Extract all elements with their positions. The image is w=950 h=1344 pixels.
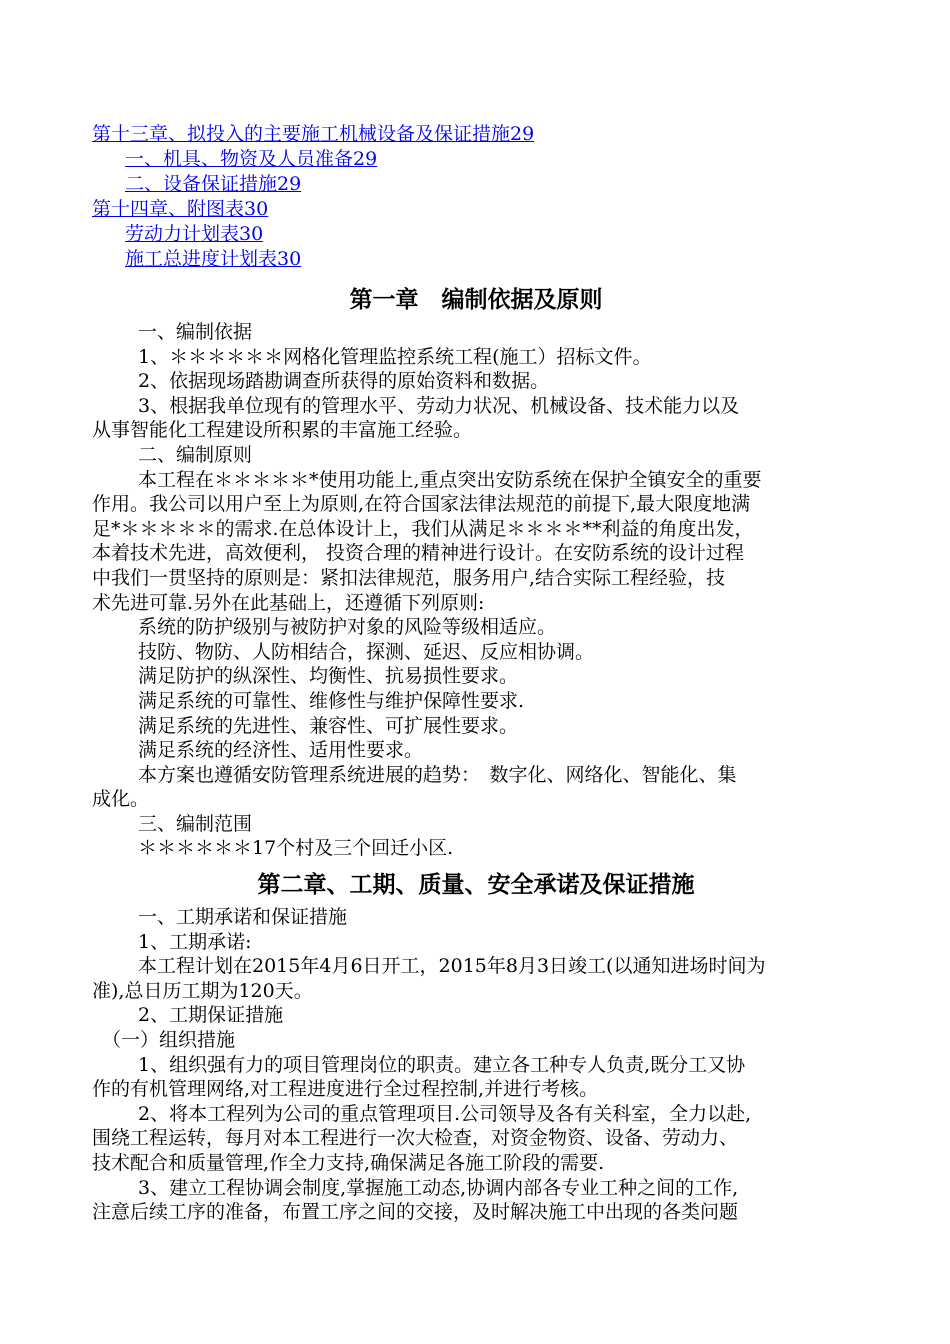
toc-link-chapter-14[interactable]: 第十四章、附图表30 bbox=[92, 198, 269, 220]
principle-item: 满足防护的纵深性、均衡性、抗易损性要求。 bbox=[138, 665, 519, 688]
paragraph-line: 围绕工程运转，每月对本工程进行一次大检查，对资金物资、设备、劳动力、 bbox=[92, 1127, 739, 1150]
chapter-1-title: 第一章 编制依据及原则 bbox=[349, 286, 603, 313]
paragraph-line: 作的有机管理网络,对工程进度进行全过程控制,并进行考核。 bbox=[92, 1078, 599, 1101]
paragraph-line: 3、根据我单位现有的管理水平、劳动力状况、机械设备、技术能力以及 bbox=[138, 394, 740, 417]
paragraph-line: ＊＊＊＊＊＊17个村及三个回迁小区. bbox=[138, 837, 454, 860]
section-heading: 三、编制范围 bbox=[138, 812, 253, 835]
paragraph-line: 准),总日历工期为120天。 bbox=[92, 979, 313, 1002]
principle-item: 技防、物防、人防相结合，探测、延迟、反应相协调。 bbox=[138, 640, 595, 663]
paragraph-line: 中我们一贯坚持的原则是：紧扣法律规范，服务用户,结合实际工程经验，技 bbox=[92, 566, 726, 589]
paragraph-line: 本工程在＊＊＊＊＊*使用功能上,重点突出安防系统在保护全镇安全的重要 bbox=[138, 468, 762, 491]
toc-link-14-schedule[interactable]: 施工总进度计划表30 bbox=[125, 248, 302, 270]
paragraph-line: 本方案也遵循安防管理系统进展的趋势： 数字化、网络化、智能化、集 bbox=[138, 763, 737, 786]
paragraph-line: 2、依据现场踏勘调查所获得的原始资料和数据。 bbox=[138, 370, 550, 393]
paragraph-line: 1、＊＊＊＊＊＊网格化管理监控系统工程(施工）招标文件。 bbox=[138, 345, 652, 368]
section-heading: 二、编制原则 bbox=[138, 443, 253, 466]
paragraph-line: 3、建立工程协调会制度,掌握施工动态,协调内部各专业工种之间的工作, bbox=[138, 1176, 739, 1199]
subsection-heading: （一）组织措施 bbox=[102, 1029, 236, 1052]
paragraph-line: 作用。我公司以用户至上为原则,在符合国家法律法规范的前提下,最大限度地满 bbox=[92, 493, 751, 516]
document-body bbox=[92, 282, 860, 1225]
toc-link-14-labor-plan[interactable]: 劳动力计划表30 bbox=[125, 223, 264, 245]
paragraph-line: 术先进可靠.另外在此基础上，还遵循下列原则: bbox=[92, 591, 485, 614]
chapter-2-title: 第二章、工期、质量、安全承诺及保证措施 bbox=[257, 871, 695, 899]
toc-link-13-2[interactable]: 二、设备保证措施29 bbox=[125, 173, 302, 195]
subsection-heading: 2、工期保证措施 bbox=[138, 1004, 284, 1027]
paragraph-line: 技术配合和质量管理,作全力支持,确保满足各施工阶段的需要. bbox=[92, 1152, 605, 1174]
subsection-heading: 1、工期承诺: bbox=[138, 930, 252, 953]
principle-item: 满足系统的可靠性、维修性与维护保障性要求. bbox=[138, 689, 525, 712]
principle-item: 系统的防护级别与被防护对象的风险等级相适应。 bbox=[138, 616, 557, 639]
section-heading: 一、工期承诺和保证措施 bbox=[138, 906, 348, 929]
paragraph-line: 本工程计划在2015年4月6日开工，2015年8月3日竣工(以通知进场时间为 bbox=[138, 955, 766, 978]
paragraph-line: 1、组织强有力的项目管理岗位的职责。建立各工种专人负责,既分工又协 bbox=[138, 1053, 746, 1076]
table-of-contents bbox=[92, 122, 534, 272]
principle-item: 满足系统的先进性、兼容性、可扩展性要求。 bbox=[138, 714, 519, 737]
paragraph-line: 注意后续工序的准备，布置工序之间的交接，及时解决施工中出现的各类问题 bbox=[92, 1201, 739, 1224]
toc-link-chapter-13[interactable]: 第十三章、拟投入的主要施工机械设备及保证措施29 bbox=[92, 123, 535, 145]
paragraph-line: 从事智能化工程建设所积累的丰富施工经验。 bbox=[92, 419, 473, 442]
paragraph-line: 本着技术先进，高效便利， 投资合理的精神进行设计。在安防系统的设计过程 bbox=[92, 542, 745, 565]
paragraph-line: 2、将本工程列为公司的重点管理项目.公司领导及各有关科室，全力以赴, bbox=[138, 1102, 752, 1125]
toc-link-13-1[interactable]: 一、机具、物资及人员准备29 bbox=[125, 148, 378, 170]
section-heading: 一、编制依据 bbox=[138, 321, 253, 343]
paragraph-line: 足*＊＊＊＊＊的需求.在总体设计上，我们从满足＊＊＊＊**利益的角度出发， bbox=[92, 517, 754, 540]
paragraph-line: 成化。 bbox=[92, 788, 150, 811]
principle-item: 满足系统的经济性、适用性要求。 bbox=[138, 739, 424, 762]
